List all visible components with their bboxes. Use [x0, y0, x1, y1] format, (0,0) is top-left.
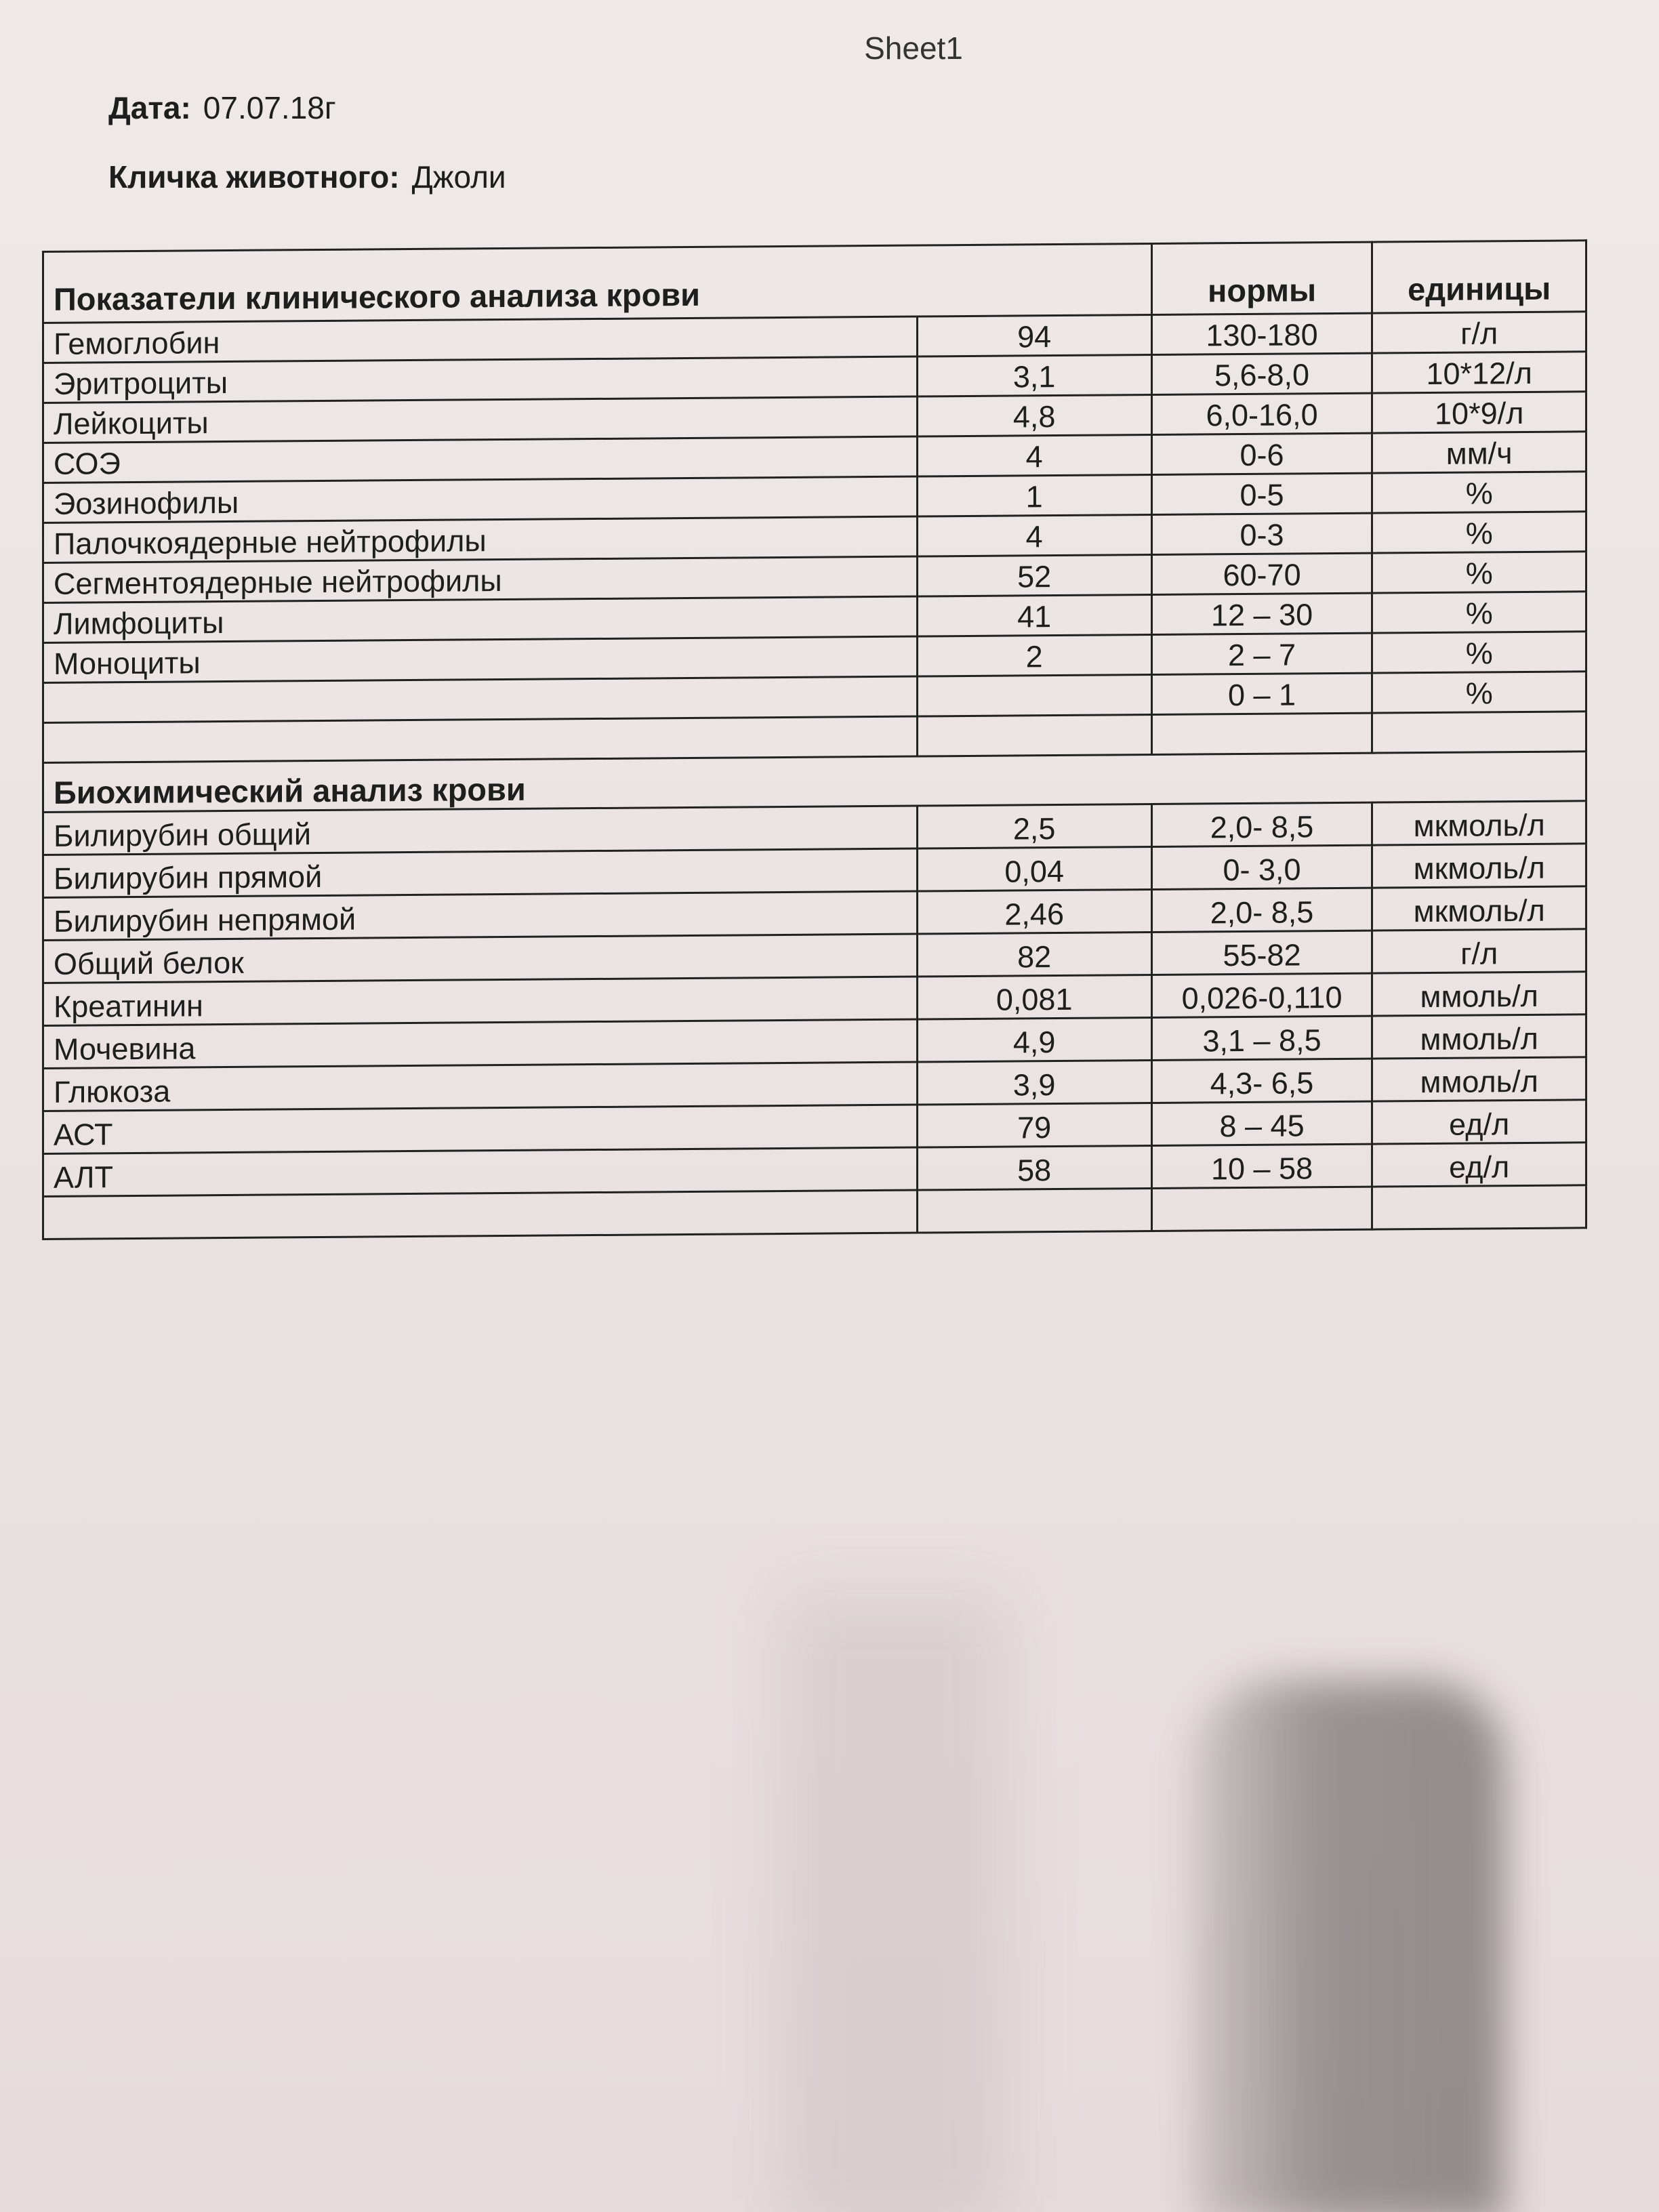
unit-cell: ед/л	[1372, 1100, 1586, 1144]
lab-results-table	[42, 239, 1587, 1240]
test-name-cell: АЛТ	[43, 1147, 918, 1196]
biochem-section-title: Биохимический анализ крови	[43, 752, 1586, 813]
norm-column-header: нормы	[1151, 242, 1372, 314]
unit-cell: ед/л	[1372, 1143, 1586, 1187]
result-value-cell: 94	[917, 314, 1151, 356]
reference-range-cell: 0-3	[1151, 513, 1372, 554]
reference-range-cell: 130-180	[1151, 313, 1372, 354]
date-label: Дата:	[108, 90, 191, 125]
test-name-cell: Мочевина	[43, 1019, 918, 1068]
unit-cell: ммоль/л	[1372, 1015, 1586, 1059]
unit-cell: мкмоль/л	[1372, 886, 1586, 930]
reference-range-cell: 10 – 58	[1151, 1144, 1372, 1188]
clinical-section-title: Показатели клинического анализа крови	[43, 243, 1152, 323]
reference-range-cell: 2,0- 8,5	[1151, 802, 1372, 846]
reference-range-cell: 0 – 1	[1151, 673, 1372, 714]
pet-name-value: Джоли	[411, 159, 506, 194]
reference-range-cell: 6,0-16,0	[1151, 393, 1372, 434]
test-name-cell: Лейкоциты	[43, 396, 918, 443]
test-name-cell: СОЭ	[43, 436, 918, 483]
test-name-cell: Креатинин	[43, 977, 918, 1025]
reference-range-cell: 12 – 30	[1151, 593, 1372, 634]
result-value-cell: 58	[917, 1145, 1151, 1190]
test-name-cell: Глюкоза	[43, 1062, 918, 1111]
result-value-cell: 1	[917, 474, 1151, 516]
test-name-cell: Билирубин непрямой	[43, 891, 918, 940]
reference-range-cell: 4,3- 6,5	[1151, 1059, 1372, 1103]
reference-range-cell: 55-82	[1151, 930, 1372, 975]
pet-name-label: Кличка животного:	[108, 159, 400, 194]
test-name-cell	[43, 676, 918, 722]
unit-cell	[1372, 712, 1586, 753]
shadow-decoration	[1193, 1681, 1504, 2212]
test-name-cell	[43, 716, 918, 762]
reference-range-cell	[1151, 1187, 1372, 1231]
date-value: 07.07.18г	[203, 90, 336, 125]
unit-cell	[1372, 1185, 1586, 1229]
result-value-cell: 2,5	[917, 804, 1151, 848]
test-name-cell: АСТ	[43, 1105, 918, 1153]
shadow-decoration	[779, 1593, 1010, 2212]
result-value-cell: 82	[917, 932, 1151, 977]
reference-range-cell: 0- 3,0	[1151, 845, 1372, 889]
unit-cell: %	[1372, 472, 1586, 513]
reference-range-cell: 0-5	[1151, 473, 1372, 514]
reference-range-cell: 2,0- 8,5	[1151, 888, 1372, 932]
reference-range-cell: 8 – 45	[1151, 1101, 1372, 1145]
unit-cell: мкмоль/л	[1372, 801, 1586, 845]
unit-cell: %	[1372, 512, 1586, 553]
result-value-cell: 2	[917, 634, 1151, 676]
test-name-cell: Эозинофилы	[43, 476, 918, 523]
unit-cell: ммоль/л	[1372, 972, 1586, 1016]
test-name-cell: Общий белок	[43, 934, 918, 983]
unit-cell: г/л	[1372, 312, 1586, 353]
test-name-cell: Билирубин общий	[43, 806, 918, 855]
unit-cell: 10*12/л	[1372, 352, 1586, 393]
test-name-cell: Эритроциты	[43, 356, 918, 403]
test-name-cell: Билирубин прямой	[43, 848, 918, 897]
reference-range-cell: 2 – 7	[1151, 633, 1372, 674]
reference-range-cell: 3,1 – 8,5	[1151, 1016, 1372, 1060]
result-value-cell: 3,1	[917, 354, 1151, 396]
result-value-cell: 0,04	[917, 846, 1151, 891]
sheet-title: Sheet1	[864, 30, 963, 66]
result-value-cell: 4,8	[917, 394, 1151, 436]
result-value-cell: 0,081	[917, 975, 1151, 1019]
unit-cell: %	[1372, 632, 1586, 673]
reference-range-cell: 60-70	[1151, 553, 1372, 594]
result-value-cell	[917, 1188, 1151, 1233]
reference-range-cell: 5,6-8,0	[1151, 353, 1372, 394]
unit-cell: мкмоль/л	[1372, 844, 1586, 888]
unit-cell: %	[1372, 672, 1586, 713]
unit-cell: %	[1372, 592, 1586, 633]
test-name-cell: Сегментоядерные нейтрофилы	[43, 556, 918, 602]
reference-range-cell	[1151, 713, 1372, 754]
clinical-header-row	[43, 241, 1586, 323]
test-name-cell: Гемоглобин	[43, 316, 918, 363]
reference-range-cell: 0-6	[1151, 433, 1372, 474]
unit-cell: %	[1372, 552, 1586, 593]
result-value-cell	[917, 714, 1151, 756]
result-value-cell: 3,9	[917, 1060, 1151, 1105]
reference-range-cell: 0,026-0,110	[1151, 973, 1372, 1017]
unit-cell: г/л	[1372, 929, 1586, 973]
result-value-cell: 52	[917, 554, 1151, 596]
unit-column-header: единицы	[1372, 241, 1586, 313]
unit-cell: мм/ч	[1372, 432, 1586, 473]
test-name-cell: Моноциты	[43, 636, 918, 682]
result-value-cell: 4	[917, 434, 1151, 476]
unit-cell: ммоль/л	[1372, 1057, 1586, 1101]
test-name-cell: Палочкоядерные нейтрофилы	[43, 516, 918, 562]
pet-name-line	[108, 159, 506, 195]
unit-cell: 10*9/л	[1372, 392, 1586, 433]
test-name-cell	[43, 1190, 918, 1239]
result-value-cell	[917, 674, 1151, 716]
result-value-cell: 2,46	[917, 889, 1151, 934]
result-value-cell: 41	[917, 594, 1151, 636]
test-name-cell: Лимфоциты	[43, 596, 918, 642]
result-value-cell: 4	[917, 514, 1151, 556]
date-line	[108, 89, 336, 126]
result-value-cell: 79	[917, 1103, 1151, 1147]
result-value-cell: 4,9	[917, 1017, 1151, 1062]
